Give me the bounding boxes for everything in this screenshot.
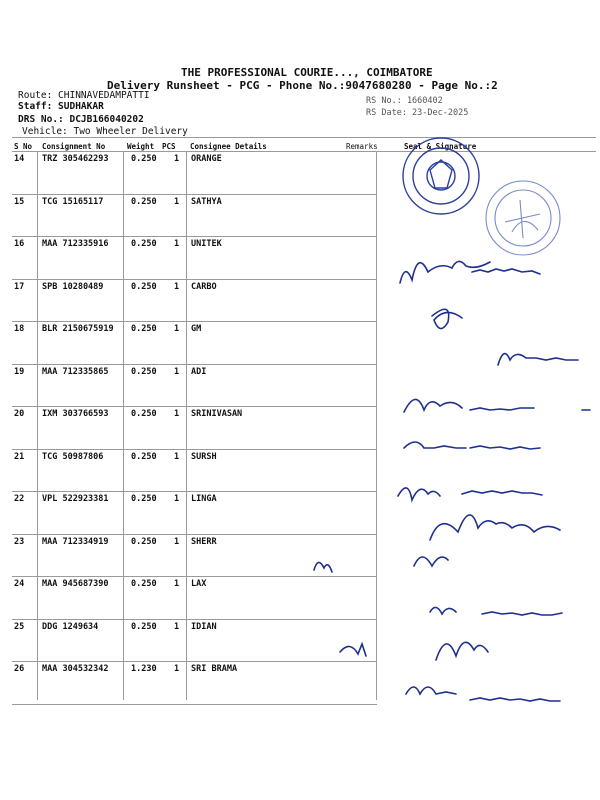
row-weight: 0.250 (131, 621, 157, 632)
signature-row25 (340, 642, 488, 660)
row-weight: 0.250 (131, 409, 157, 419)
col-consignee: Consignee Details (190, 142, 267, 151)
signature-row16 (400, 261, 540, 283)
row-pcs: 1 (174, 536, 180, 547)
row-consignee: ADI (191, 366, 207, 377)
row-consignee: UNITEK (191, 239, 222, 249)
row-weight: 0.250 (131, 579, 157, 589)
signature-row26 (406, 687, 560, 701)
row-weight: 1.230 (131, 664, 157, 674)
row-weight: 0.250 (131, 494, 157, 504)
row-consignment-no: DDG 1249634 (42, 621, 99, 632)
row-pcs: 1 (174, 494, 180, 504)
row-pcs: 1 (174, 324, 180, 334)
row-consignment-no: SPB 10280489 (42, 281, 104, 292)
drs-number: DRS No.: DCJB166040202 (18, 114, 144, 125)
row-consignee: IDIAN (191, 621, 217, 632)
row-consignee: SHERR (191, 536, 217, 547)
col-remarks: Remarks (346, 142, 378, 151)
row-pcs: 1 (174, 154, 180, 164)
staff-label: Staff: SUDHAKAR (18, 101, 104, 112)
row-consignment-no: MAA 945687390 (42, 579, 109, 589)
col-consignment: Consignment No (42, 142, 106, 151)
row-consignment-no: IXM 303766593 (42, 409, 109, 419)
row-weight: 0.250 (131, 196, 157, 207)
row-sno: 26 (14, 664, 25, 674)
row-consignee: SRINIVASAN (191, 409, 243, 419)
row-pcs: 1 (174, 579, 180, 589)
row-sno: 16 (14, 239, 25, 249)
row-consignment-no: MAA 304532342 (42, 664, 109, 674)
row-sno: 18 (14, 324, 25, 334)
col-weight: Weight (127, 142, 155, 151)
row-sno: 25 (14, 621, 25, 632)
route-label: Route: CHINNAVEDAMPATTI (18, 90, 150, 101)
signature-row22 (430, 515, 560, 540)
signature-row18 (498, 354, 578, 365)
runsheet-title: Delivery Runsheet - PCG - Phone No.:9047680280 - Page No.:2 (107, 79, 498, 92)
row-pcs: 1 (174, 664, 180, 674)
col-sno: S No (14, 142, 33, 151)
row-consignment-no: MAA 712335916 (42, 239, 109, 249)
row-sno: 21 (14, 451, 25, 462)
row-weight: 0.250 (131, 281, 157, 292)
row-consignee: GM (191, 324, 202, 334)
signature-row19 (404, 399, 590, 412)
row-pcs: 1 (174, 409, 180, 419)
row-consignee: SURSH (191, 451, 217, 462)
signature-row23 (314, 557, 448, 572)
row-weight: 0.250 (131, 154, 157, 164)
row-sno: 20 (14, 409, 25, 419)
row-consignment-no: TRZ 305462293 (42, 154, 109, 164)
row-consignee: LAX (191, 579, 207, 589)
row-pcs: 1 (174, 451, 180, 462)
company-title: THE PROFESSIONAL COURIE..., COIMBATORE (181, 66, 433, 79)
row-consignment-no: BLR 2150675919 (42, 324, 114, 334)
row-sno: 17 (14, 281, 25, 292)
row-pcs: 1 (174, 366, 180, 377)
row-sno: 22 (14, 494, 25, 504)
row-sno: 19 (14, 366, 25, 377)
row-consignment-no: MAA 712334919 (42, 536, 109, 547)
row-weight: 0.250 (131, 366, 157, 377)
row-consignee: SATHYA (191, 196, 222, 207)
row-consignee: SRI BRAMA (191, 664, 238, 674)
row-weight: 0.250 (131, 324, 157, 334)
row-consignment-no: VPL 522923381 (42, 494, 109, 504)
row-sno: 15 (14, 196, 25, 207)
row-weight: 0.250 (131, 451, 157, 462)
row-consignee: ORANGE (191, 154, 222, 164)
col-pcs: PCS (162, 142, 176, 151)
col-seal-signature: Seal & Signature (404, 142, 477, 151)
row-consignment-no: TCG 15165117 (42, 196, 104, 207)
row-consignee: LINGA (191, 494, 217, 504)
signature-row17 (432, 309, 462, 328)
signature-row21 (398, 488, 542, 500)
row-sno: 23 (14, 536, 25, 547)
row-weight: 0.250 (131, 239, 157, 249)
seal-stamp-2 (486, 181, 560, 255)
row-weight: 0.250 (131, 536, 157, 547)
row-pcs: 1 (174, 239, 180, 249)
rs-number: RS No.: 1660402 (366, 96, 443, 106)
row-consignment-no: TCG 50987806 (42, 451, 104, 462)
signature-row24 (430, 607, 562, 615)
vehicle-label: Vehicle: Two Wheeler Delivery (22, 126, 188, 137)
signature-row20 (404, 442, 540, 449)
row-consignment-no: MAA 712335865 (42, 366, 109, 377)
row-pcs: 1 (174, 621, 180, 632)
rs-date: RS Date: 23-Dec-2025 (366, 108, 469, 118)
row-sno: 14 (14, 154, 25, 164)
row-pcs: 1 (174, 196, 180, 207)
seal-stamp-1 (403, 138, 479, 214)
row-pcs: 1 (174, 281, 180, 292)
row-consignee: CARBO (191, 281, 217, 292)
row-sno: 24 (14, 579, 25, 589)
